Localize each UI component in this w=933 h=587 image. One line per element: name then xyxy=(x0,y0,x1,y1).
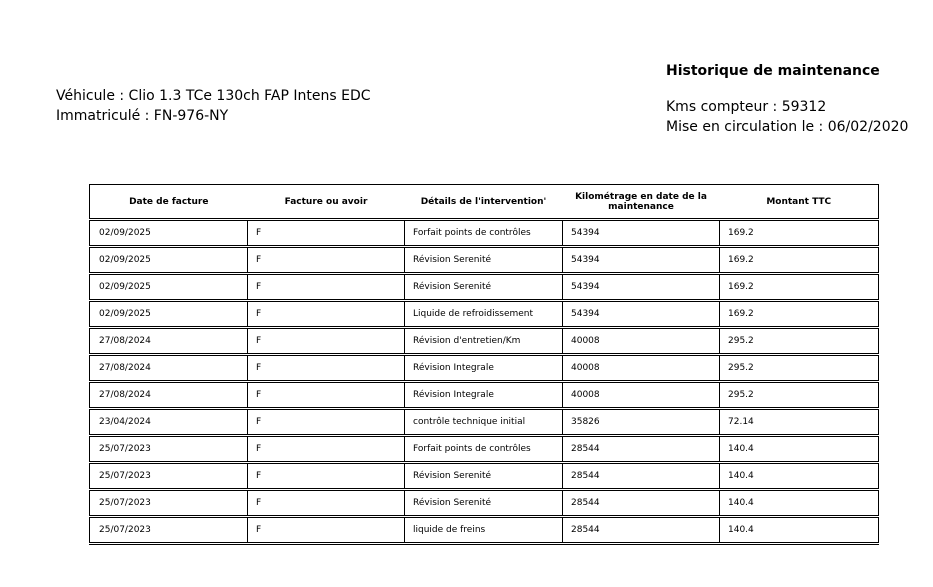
cell-invoice-type: F xyxy=(248,328,405,355)
header-invoice-type: Facture ou avoir xyxy=(248,185,405,220)
cell-intervention-details: Révision Integrale xyxy=(405,382,563,409)
cell-amount: 72.14 xyxy=(720,409,879,436)
cell-intervention-details: liquide de freins xyxy=(405,517,563,544)
report-header xyxy=(666,61,908,137)
cell-invoice-date: 25/07/2023 xyxy=(90,490,248,517)
cell-mileage: 54394 xyxy=(563,274,720,301)
cell-invoice-type: F xyxy=(248,463,405,490)
registration-date: Mise en circulation le : 06/02/2020 xyxy=(666,119,909,135)
cell-invoice-date: 27/08/2024 xyxy=(90,355,248,382)
cell-mileage: 40008 xyxy=(563,382,720,409)
cell-invoice-date: 27/08/2024 xyxy=(90,382,248,409)
cell-mileage: 40008 xyxy=(563,355,720,382)
table-row xyxy=(90,355,879,382)
cell-invoice-type: F xyxy=(248,355,405,382)
header-mileage: Kilométrage en date de la maintenance xyxy=(563,185,720,220)
cell-invoice-type: F xyxy=(248,436,405,463)
table-row xyxy=(90,463,879,490)
cell-invoice-date: 02/09/2025 xyxy=(90,247,248,274)
cell-amount: 140.4 xyxy=(720,463,879,490)
cell-amount: 140.4 xyxy=(720,436,879,463)
vehicle-plate: Immatriculé : FN-976-NY xyxy=(56,108,229,124)
odometer-reading: Kms compteur : 59312 xyxy=(666,99,827,115)
cell-invoice-date: 25/07/2023 xyxy=(90,517,248,544)
table-row xyxy=(90,301,879,328)
cell-invoice-type: F xyxy=(248,490,405,517)
table-row xyxy=(90,328,879,355)
table-row xyxy=(90,274,879,301)
cell-invoice-type: F xyxy=(248,301,405,328)
cell-mileage: 40008 xyxy=(563,328,720,355)
vehicle-model: Véhicule : Clio 1.3 TCe 130ch FAP Intens EDC xyxy=(56,88,371,104)
table-row xyxy=(90,382,879,409)
cell-invoice-type: F xyxy=(248,517,405,544)
cell-invoice-date: 25/07/2023 xyxy=(90,463,248,490)
header-intervention-details: Détails de l'intervention' xyxy=(405,185,563,220)
table-header-row xyxy=(90,185,879,220)
cell-amount: 169.2 xyxy=(720,301,879,328)
report-title: Historique de maintenance xyxy=(666,63,880,79)
maintenance-table xyxy=(89,184,879,545)
cell-mileage: 54394 xyxy=(563,220,720,247)
cell-intervention-details: Révision Serenité xyxy=(405,247,563,274)
cell-invoice-date: 23/04/2024 xyxy=(90,409,248,436)
cell-intervention-details: Révision Integrale xyxy=(405,355,563,382)
table-row xyxy=(90,517,879,544)
header-amount: Montant TTC xyxy=(720,185,879,220)
cell-amount: 140.4 xyxy=(720,490,879,517)
cell-intervention-details: Forfait points de contrôles xyxy=(405,436,563,463)
cell-invoice-type: F xyxy=(248,409,405,436)
cell-invoice-date: 02/09/2025 xyxy=(90,301,248,328)
cell-mileage: 35826 xyxy=(563,409,720,436)
cell-invoice-date: 25/07/2023 xyxy=(90,436,248,463)
cell-intervention-details: Révision d'entretien/Km xyxy=(405,328,563,355)
cell-invoice-date: 02/09/2025 xyxy=(90,274,248,301)
table-row xyxy=(90,436,879,463)
cell-intervention-details: Liquide de refroidissement xyxy=(405,301,563,328)
cell-mileage: 28544 xyxy=(563,490,720,517)
cell-amount: 295.2 xyxy=(720,382,879,409)
cell-invoice-date: 27/08/2024 xyxy=(90,328,248,355)
cell-intervention-details: Révision Serenité xyxy=(405,274,563,301)
cell-amount: 295.2 xyxy=(720,328,879,355)
cell-amount: 295.2 xyxy=(720,355,879,382)
header-invoice-date: Date de facture xyxy=(90,185,248,220)
cell-amount: 169.2 xyxy=(720,220,879,247)
table-body xyxy=(90,220,879,544)
cell-mileage: 28544 xyxy=(563,436,720,463)
table-row xyxy=(90,409,879,436)
cell-intervention-details: Forfait points de contrôles xyxy=(405,220,563,247)
vehicle-info xyxy=(56,86,371,126)
cell-mileage: 54394 xyxy=(563,247,720,274)
cell-amount: 169.2 xyxy=(720,247,879,274)
cell-intervention-details: Révision Serenité xyxy=(405,463,563,490)
cell-invoice-date: 02/09/2025 xyxy=(90,220,248,247)
cell-invoice-type: F xyxy=(248,274,405,301)
cell-amount: 169.2 xyxy=(720,274,879,301)
cell-invoice-type: F xyxy=(248,220,405,247)
cell-mileage: 28544 xyxy=(563,463,720,490)
cell-intervention-details: Révision Serenité xyxy=(405,490,563,517)
table-row xyxy=(90,490,879,517)
cell-invoice-type: F xyxy=(248,382,405,409)
cell-mileage: 28544 xyxy=(563,517,720,544)
table-row xyxy=(90,220,879,247)
cell-intervention-details: contrôle technique initial xyxy=(405,409,563,436)
cell-invoice-type: F xyxy=(248,247,405,274)
cell-amount: 140.4 xyxy=(720,517,879,544)
cell-mileage: 54394 xyxy=(563,301,720,328)
table-row xyxy=(90,247,879,274)
